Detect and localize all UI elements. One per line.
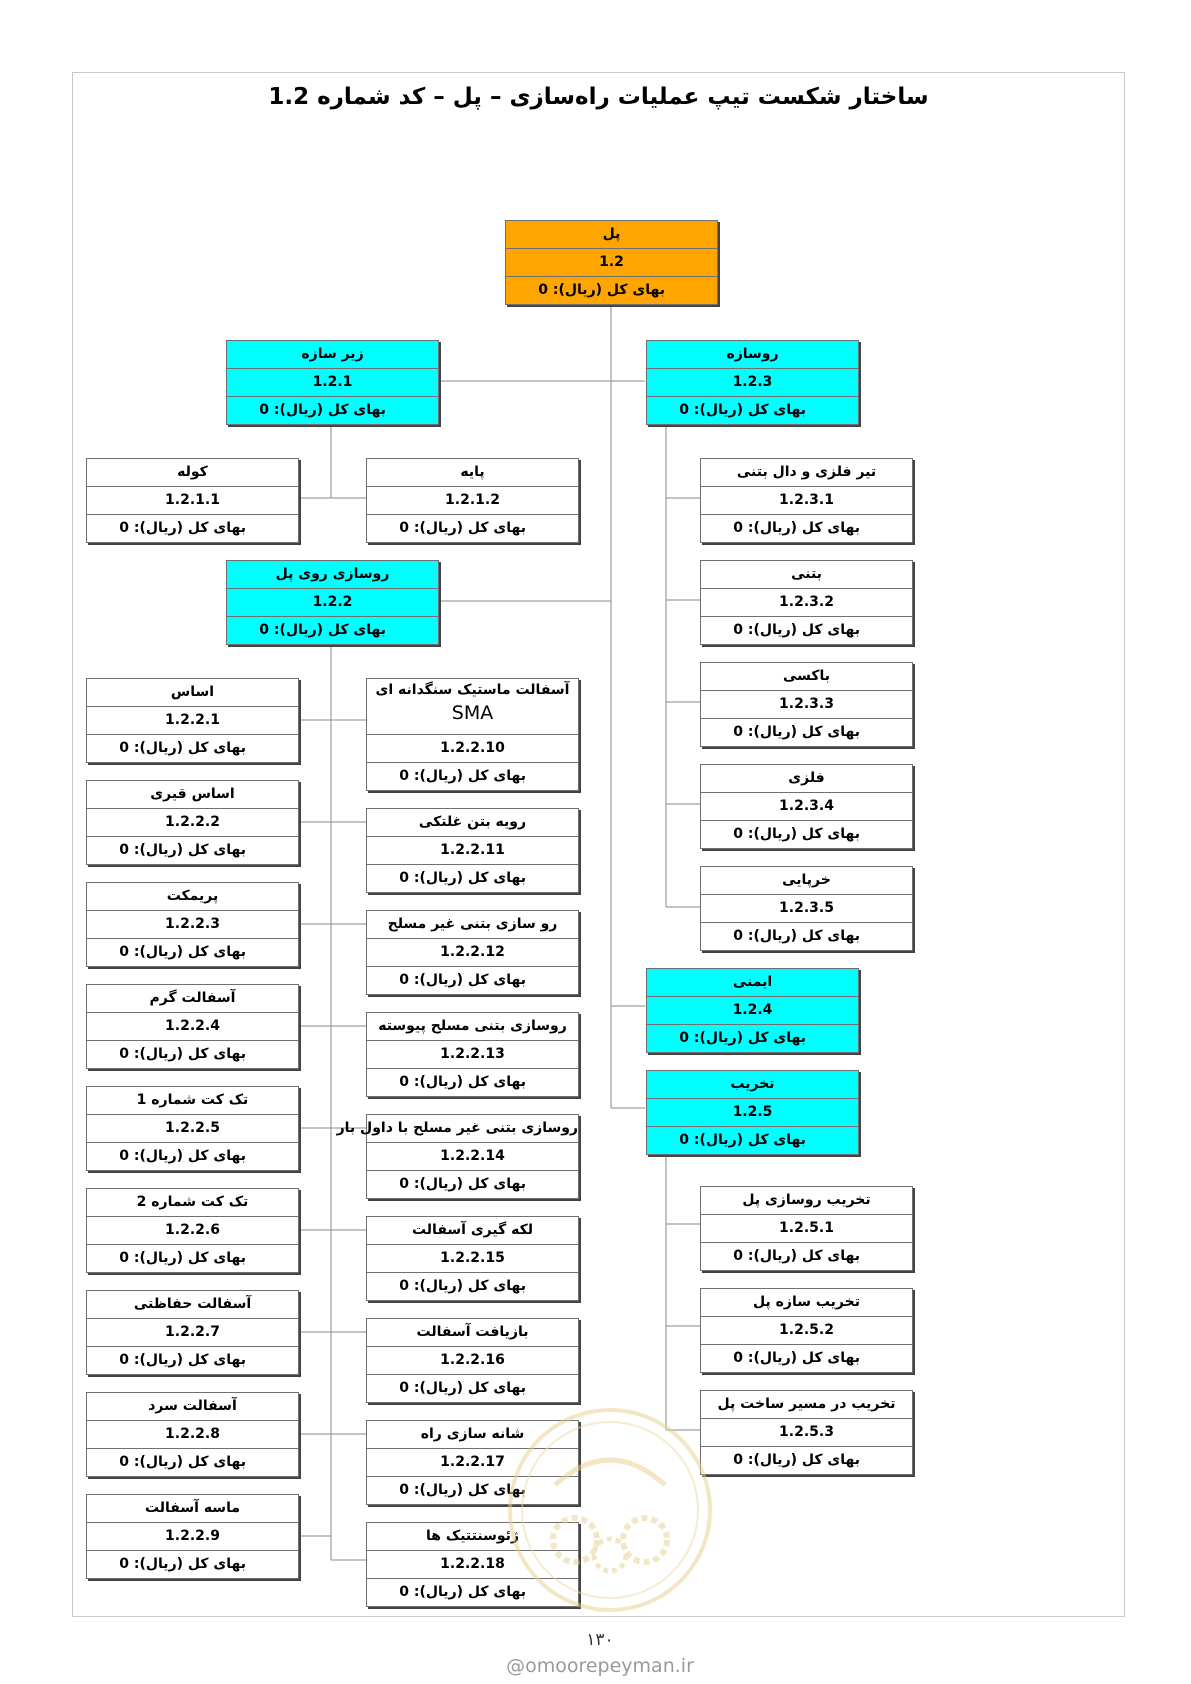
node-title: تخریب سازه پل — [701, 1289, 912, 1317]
node-cost: بهای کل (ریال): 0 — [399, 1278, 526, 1294]
node-cost: بهای کل (ریال): 0 — [733, 1248, 860, 1264]
page-title: ساختار شکست تیپ عملیات راه‌سازی – پل – کد شماره 1.2 — [268, 84, 929, 110]
node-1-2-2-2 — [86, 780, 299, 865]
node-cost: بهای کل (ریال): 0 — [119, 1556, 246, 1572]
node-cost: بهای کل (ریال): 0 — [119, 842, 246, 858]
node-cost: بهای کل (ریال): 0 — [119, 1352, 246, 1368]
node-1-2-5 — [646, 1070, 859, 1155]
node-code: 1.2.1.2 — [367, 487, 578, 515]
page-number: ۱۳۰ — [586, 1630, 614, 1650]
node-cost: بهای کل (ریال): 0 — [119, 740, 246, 756]
node-1-2-2-15 — [366, 1216, 579, 1301]
node-code: 1.2.5.2 — [701, 1317, 912, 1345]
node-1-2-2-11 — [366, 808, 579, 893]
node-1-2-2-6 — [86, 1188, 299, 1273]
node-title: بازیافت آسفالت — [367, 1319, 578, 1347]
node-cost: بهای کل (ریال): 0 — [259, 402, 386, 418]
node-title: تک کت شماره 2 — [87, 1189, 298, 1217]
node-cost: بهای کل (ریال): 0 — [733, 622, 860, 638]
node-1-2-4 — [646, 968, 859, 1053]
node-title: اساس — [87, 679, 298, 707]
seal-watermark — [505, 1405, 715, 1615]
node-1-2-2-1 — [86, 678, 299, 763]
node-cost: بهای کل (ریال): 0 — [733, 724, 860, 740]
node-title: آسفالت سرد — [87, 1393, 298, 1421]
node-code: 1.2.3.1 — [701, 487, 912, 515]
node-cost: بهای کل (ریال): 0 — [733, 520, 860, 536]
node-1-2-2-3 — [86, 882, 299, 967]
node-code: 1.2.2.1 — [87, 707, 298, 735]
node-1-2-2-8 — [86, 1392, 299, 1477]
node-title: تخریب روسازی پل — [701, 1187, 912, 1215]
node-1-2-2-16 — [366, 1318, 579, 1403]
node-cost: بهای کل (ریال): 0 — [679, 1132, 806, 1148]
node-title: رو سازی بتنی غیر مسلح — [367, 911, 578, 939]
node-title: ژئوسنتتیک ها — [367, 1523, 578, 1551]
node-1-2-3-5 — [700, 866, 913, 951]
node-cost: بهای کل (ریال): 0 — [399, 1482, 526, 1498]
node-code: 1.2.2.15 — [367, 1245, 578, 1273]
node-1-2-2-9 — [86, 1494, 299, 1579]
node-cost: بهای کل (ریال): 0 — [399, 1584, 526, 1600]
node-cost: بهای کل (ریال): 0 — [679, 1030, 806, 1046]
node-1-2-2 — [226, 560, 439, 645]
node-title: ایمنی — [647, 969, 858, 997]
node-1-2-2-10 — [366, 678, 579, 791]
node-title-line2: SMA — [451, 702, 494, 724]
node-1-2-2-7 — [86, 1290, 299, 1375]
node-code: 1.2.2.17 — [367, 1449, 578, 1477]
node-title: زیر سازه — [227, 341, 438, 369]
node-1-2-5-2 — [700, 1288, 913, 1373]
node-code: 1.2.2.11 — [367, 837, 578, 865]
node-code: 1.2 — [506, 249, 717, 277]
node-title: پریمکت — [87, 883, 298, 911]
node-1-2-1-2 — [366, 458, 579, 543]
node-code: 1.2.4 — [647, 997, 858, 1025]
node-code: 1.2.3 — [647, 369, 858, 397]
node-cost: بهای کل (ریال): 0 — [399, 1176, 526, 1192]
node-title: روسازی بتنی غیر مسلح با داول بار — [367, 1115, 578, 1143]
node-1-2 — [505, 220, 718, 305]
node-cost: بهای کل (ریال): 0 — [119, 1148, 246, 1164]
node-1-2-2-4 — [86, 984, 299, 1069]
node-code: 1.2.2.14 — [367, 1143, 578, 1171]
node-title: شانه سازی راه — [367, 1421, 578, 1449]
node-code: 1.2.3.4 — [701, 793, 912, 821]
node-code: 1.2.2.4 — [87, 1013, 298, 1041]
node-code: 1.2.3.5 — [701, 895, 912, 923]
node-code: 1.2.2.2 — [87, 809, 298, 837]
node-cost: بهای کل (ریال): 0 — [119, 520, 246, 536]
node-code: 1.2.2.16 — [367, 1347, 578, 1375]
node-cost: بهای کل (ریال): 0 — [679, 402, 806, 418]
node-title: تخریب — [647, 1071, 858, 1099]
node-1-2-5-1 — [700, 1186, 913, 1271]
node-code: 1.2.2.12 — [367, 939, 578, 967]
node-code: 1.2.2.7 — [87, 1319, 298, 1347]
node-1-2-3-2 — [700, 560, 913, 645]
node-code: 1.2.2.13 — [367, 1041, 578, 1069]
node-title: فلزی — [701, 765, 912, 793]
node-title: کوله — [87, 459, 298, 487]
node-title: لکه گیری آسفالت — [367, 1217, 578, 1245]
node-code: 1.2.5.3 — [701, 1419, 912, 1447]
node-cost: بهای کل (ریال): 0 — [399, 1380, 526, 1396]
node-1-2-2-5 — [86, 1086, 299, 1171]
node-1-2-3-1 — [700, 458, 913, 543]
node-code: 1.2.5.1 — [701, 1215, 912, 1243]
website-watermark: @omoorepeyman.ir — [506, 1655, 694, 1677]
node-code: 1.2.3.3 — [701, 691, 912, 719]
node-cost: بهای کل (ریال): 0 — [733, 1350, 860, 1366]
node-cost: بهای کل (ریال): 0 — [733, 928, 860, 944]
node-cost: بهای کل (ریال): 0 — [733, 826, 860, 842]
node-code: 1.2.1 — [227, 369, 438, 397]
node-cost: بهای کل (ریال): 0 — [259, 622, 386, 638]
node-title: آسفالت حفاظتی — [87, 1291, 298, 1319]
node-title-line1: آسفالت ماستیک سنگدانه ای — [375, 682, 570, 698]
node-code: 1.2.2.6 — [87, 1217, 298, 1245]
node-title: روسازی روی پل — [227, 561, 438, 589]
node-1-2-5-3 — [700, 1390, 913, 1475]
node-1-2-3 — [646, 340, 859, 425]
node-code: 1.2.2 — [227, 589, 438, 617]
node-cost: بهای کل (ریال): 0 — [399, 870, 526, 886]
node-title: پل — [506, 221, 717, 249]
node-1-2-1 — [226, 340, 439, 425]
node-1-2-2-14 — [336, 1114, 579, 1199]
node-1-2-2-12 — [366, 910, 579, 995]
node-code: 1.2.1.1 — [87, 487, 298, 515]
node-cost: بهای کل (ریال): 0 — [733, 1452, 860, 1468]
node-code: 1.2.2.10 — [367, 735, 578, 763]
node-cost: بهای کل (ریال): 0 — [538, 282, 665, 298]
node-title: بتنی — [701, 561, 912, 589]
node-cost: بهای کل (ریال): 0 — [399, 1074, 526, 1090]
node-title: رویه بتن غلتکی — [367, 809, 578, 837]
node-cost: بهای کل (ریال): 0 — [399, 520, 526, 536]
node-title: روسازه — [647, 341, 858, 369]
node-title: باکسی — [701, 663, 912, 691]
node-1-2-2-13 — [366, 1012, 579, 1097]
node-code: 1.2.2.5 — [87, 1115, 298, 1143]
node-code: 1.2.2.8 — [87, 1421, 298, 1449]
node-title: تک کت شماره 1 — [87, 1087, 298, 1115]
node-code: 1.2.2.3 — [87, 911, 298, 939]
node-cost: بهای کل (ریال): 0 — [399, 768, 526, 784]
node-title — [367, 679, 578, 735]
node-1-2-1-1 — [86, 458, 299, 543]
node-title: پایه — [367, 459, 578, 487]
node-title: آسفالت گرم — [87, 985, 298, 1013]
node-cost: بهای کل (ریال): 0 — [119, 944, 246, 960]
node-title: ماسه آسفالت — [87, 1495, 298, 1523]
node-title: خرپایی — [701, 867, 912, 895]
node-title: تیر فلزی و دال بتنی — [701, 459, 912, 487]
node-code: 1.2.2.18 — [367, 1551, 578, 1579]
node-title: اساس قیری — [87, 781, 298, 809]
node-code: 1.2.2.9 — [87, 1523, 298, 1551]
node-1-2-3-4 — [700, 764, 913, 849]
node-cost: بهای کل (ریال): 0 — [119, 1046, 246, 1062]
node-cost: بهای کل (ریال): 0 — [399, 972, 526, 988]
node-cost: بهای کل (ریال): 0 — [119, 1250, 246, 1266]
node-cost: بهای کل (ریال): 0 — [119, 1454, 246, 1470]
node-code: 1.2.5 — [647, 1099, 858, 1127]
node-code: 1.2.3.2 — [701, 589, 912, 617]
node-1-2-3-3 — [700, 662, 913, 747]
node-title: تخریب در مسیر ساخت پل — [701, 1391, 912, 1419]
node-title: روسازی بتنی مسلح پیوسته — [367, 1013, 578, 1041]
